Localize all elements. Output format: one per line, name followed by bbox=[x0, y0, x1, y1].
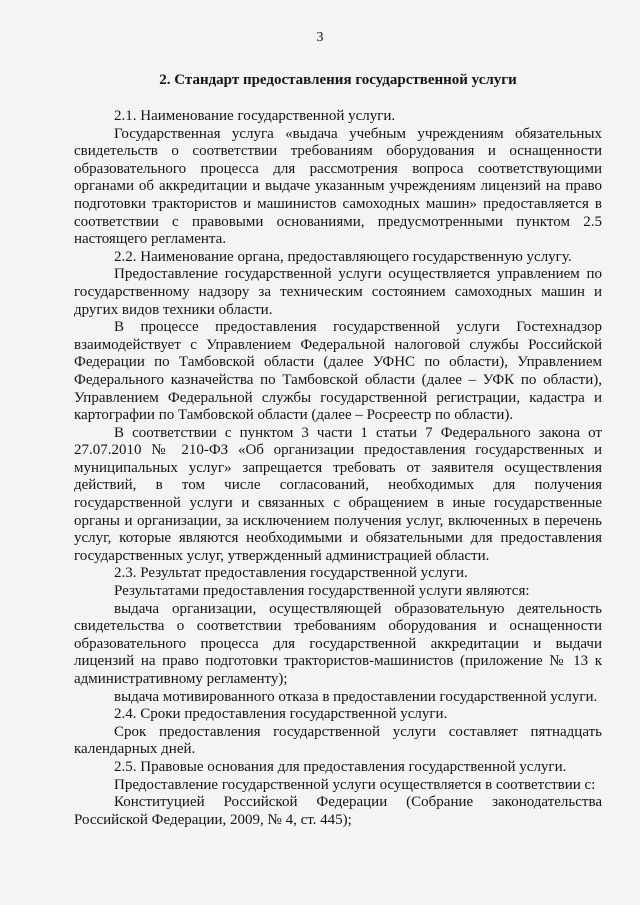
paragraph-term: Срок предоставления государственной услуги составляет пятнадцать календарных дней. bbox=[74, 723, 602, 758]
paragraph-result-refusal: выдача мотивированного отказа в предоставлении государственной услуги. bbox=[114, 688, 598, 705]
paragraph-interaction: В процессе предоставления государственной услуги Гостехнадзор взаимодействует с Управлением Федеральной налоговой службы Российской Федерации по Тамбовской области (далее УФНС по области), Управлением Федерального казначейства по Тамбовской области (далее – УФК по области), Управлением Федеральной службы государственной регистрации, кадастра и картографии по Тамбовской области (далее – Росреестр по области). bbox=[74, 319, 602, 424]
paragraph-2-3-heading: 2.3. Результат предоставления государственной услуги. bbox=[114, 565, 468, 582]
page-number: 3 bbox=[316, 30, 324, 45]
paragraph-result-certificate: выдача организации, осуществляющей образовательную деятельность свидетельства о соответствии требованиям оборудования и оснащенности образовательного процесса для государственной аккредитации и выдачи лицензий на право подготовки трактористов-машинистов (приложение № 13 к административному регламенту); bbox=[74, 600, 602, 687]
paragraph-service-description: Государственная услуга «выдача учебным учреждениям обязательных свидетельств о соответствии требованиям оборудования и оснащенности образовательного процесса для рассмотрения вопроса соответствующими органами об аккредитации и выдаче указанным учреждениям лицензий на право подготовки трактористов и машинистов самоходных машин» предоставляется в соответствии с правовыми основаниями, предусмотренными пунктом 2.5 настоящего регламента. bbox=[74, 125, 602, 248]
paragraph-legal-intro: Предоставление государственной услуги осуществляется в соответствии с: bbox=[114, 776, 596, 793]
paragraph-results-intro: Результатами предоставления государственной услуги являются: bbox=[114, 583, 530, 600]
paragraph-constitution: Конституцией Российской Федерации (Собрание законодательства Российской Федерации, 2009, № 4, ст. 445); bbox=[74, 794, 602, 828]
paragraph-2-4-heading: 2.4. Сроки предоставления государственной услуги. bbox=[114, 706, 448, 723]
paragraph-federal-law: В соответствии с пунктом 3 части 1 статьи 7 Федерального закона от 27.07.2010 № 210-ФЗ «Об организации предоставления государственных и муниципальных услуг» запрещается требовать от заявителя осуществления действий, в том числе согласований, необходимых для получения государственной услуги и связанных с обращением в иные государственные органы и организации, за исключением получения услуг, включенных в перечень услуг, которые являются необходимыми и обязательными для предоставления государственных услуг, утвержденный администрацией области. bbox=[74, 424, 602, 564]
paragraph-2-5-heading: 2.5. Правовые основания для предоставления государственной услуги. bbox=[114, 758, 567, 775]
document-body bbox=[74, 108, 602, 829]
paragraph-provider: Предоставление государственной услуги осуществляется управлением по государственному надзору за техническим состоянием самоходных машин и других видов техники области. bbox=[74, 266, 602, 318]
paragraph-2-2-heading: 2.2. Наименование органа, предоставляющего государственную услугу. bbox=[114, 248, 572, 265]
section-title: 2. Стандарт предоставления государственной услуги bbox=[159, 72, 517, 88]
paragraph-2-1-heading: 2.1. Наименование государственной услуги. bbox=[114, 108, 396, 124]
